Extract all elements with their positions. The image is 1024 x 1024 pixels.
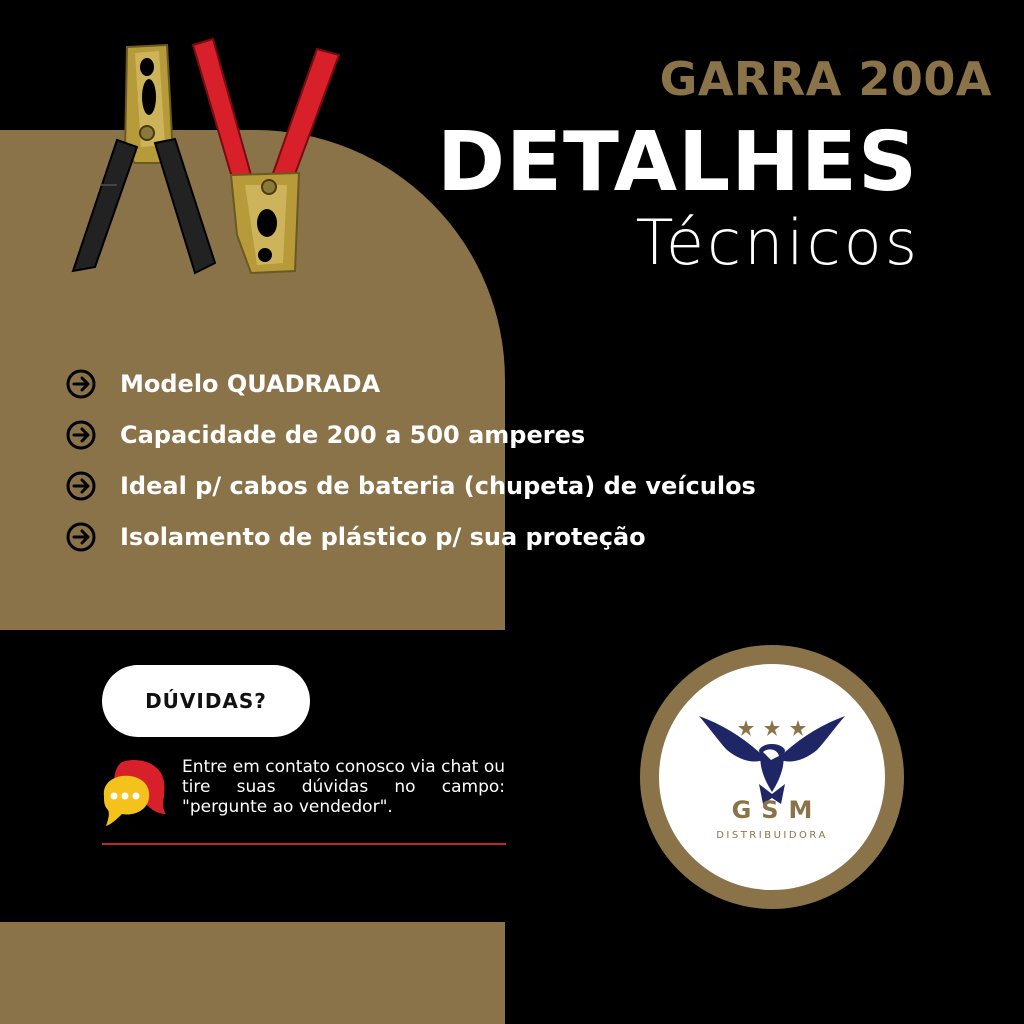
feature-list [66, 358, 756, 562]
feature-item [66, 358, 756, 409]
feature-text: Modelo QUADRADA [120, 369, 381, 398]
feature-text: Isolamento de plástico p/ sua proteção [120, 522, 646, 551]
page-title: DETALHES [436, 115, 918, 210]
contact-text: Entre em contato conosco via chat ou tire suas dúvidas no campo: "pergunte ao vendedor". [182, 757, 505, 817]
feature-text: Capacidade de 200 a 500 amperes [120, 420, 586, 449]
divider [102, 843, 506, 845]
product-subtitle: GARRA 200A [659, 52, 992, 106]
stars-icon [738, 720, 806, 736]
logo-subtitle: DISTRIBUIDORA [716, 830, 828, 841]
doubts-button[interactable]: DÚVIDAS? [102, 665, 310, 737]
eagle-icon [659, 664, 885, 890]
arrow-right-circle-icon [66, 522, 96, 552]
feature-item [66, 460, 756, 511]
gsm-logo [640, 645, 904, 909]
page-title-secondary: Técnicos [635, 206, 920, 279]
arrow-right-circle-icon [66, 420, 96, 450]
brown-panel-bottom [0, 922, 505, 1024]
feature-item [66, 511, 756, 562]
logo-name: GSM [731, 796, 823, 824]
feature-item [66, 409, 756, 460]
black-clamp [73, 45, 215, 273]
feature-text: Ideal p/ cabos de bateria (chupeta) de veículos [120, 471, 756, 500]
red-clamp [193, 39, 339, 273]
battery-clamps-image [55, 35, 355, 280]
arrow-right-circle-icon [66, 471, 96, 501]
arrow-right-circle-icon [66, 369, 96, 399]
chat-bubbles-icon [100, 756, 168, 826]
